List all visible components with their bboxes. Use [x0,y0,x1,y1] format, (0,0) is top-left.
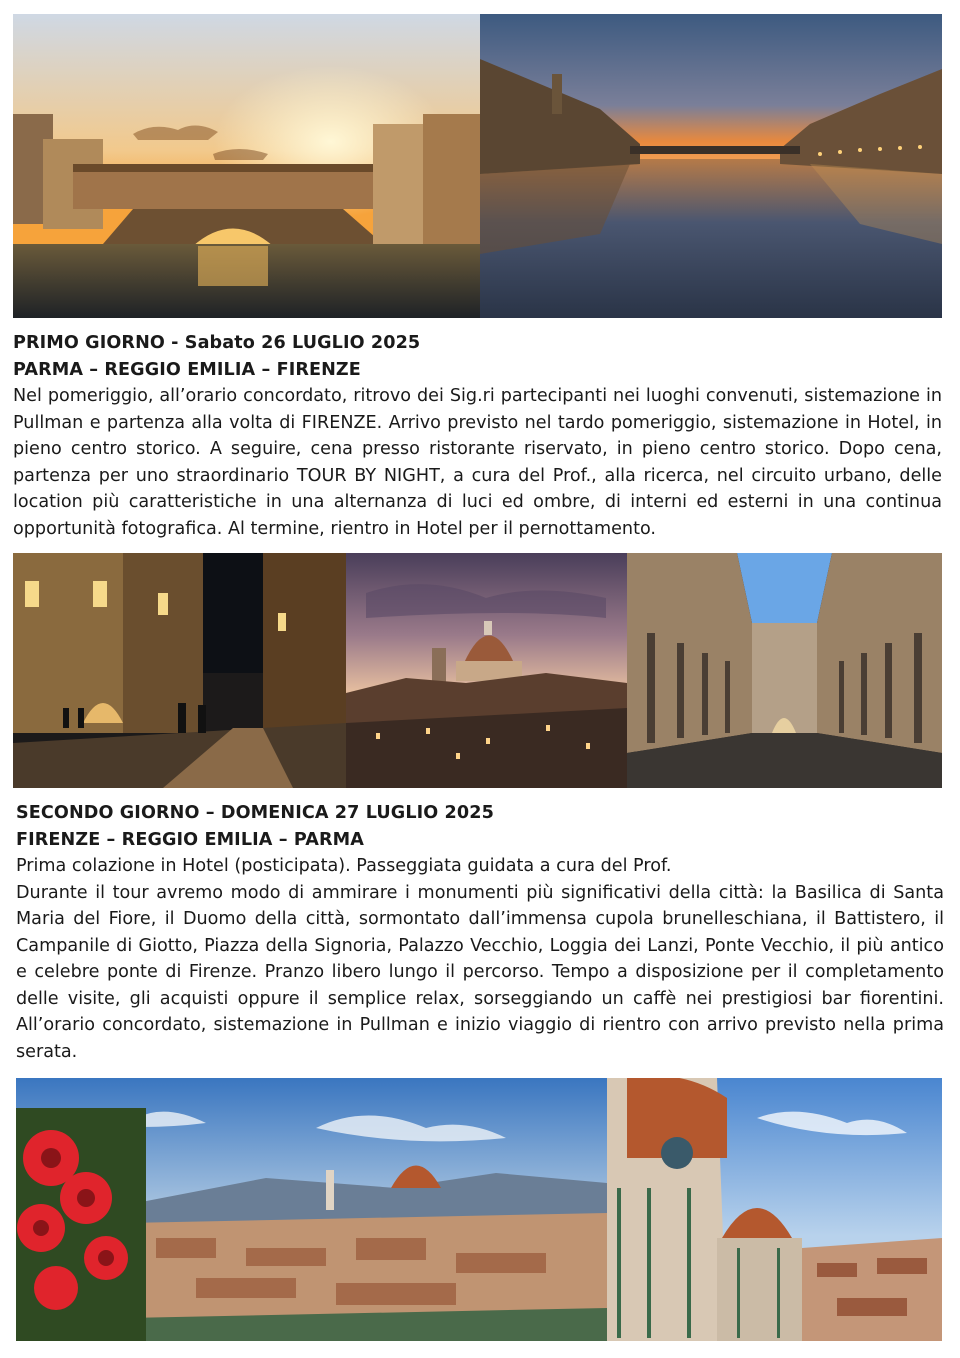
uffizi-courtyard-photo [627,553,942,788]
arno-river-dusk-photo [480,14,942,318]
day1-paragraph: Nel pomeriggio, all’orario concordato, ritrovo dei Sig.ri partecipanti nei luoghi convenuti, sistemazione in Pullman e partenza alla volta di FIRENZE. Arrivo previsto nel tardo pomeriggio, sistemazione in Hotel, in pieno centro storico. A seguire, cena presso ristorante riservato, in pieno centro storico. Dopo cena, partenza per uno straordinario TOUR BY NIGHT, a cura del Prof., alla ricerca, nel circuito urbano, delle location più caratteristiche in una alternanza di luci ed ombre, di interni ed esterni in una continua opportunità fotografica. Al termine, rientro in Hotel per il pernottamento. [13,386,942,539]
day2-paragraph: Durante il tour avremo modo di ammirare i monumenti più significativi della città: la Basilica di Santa Maria del Fiore, il Duomo della città, sormontato dall’immensa cupola brunelleschiana, il Battistero, il Campanile di Giotto, Piazza della Signoria, Palazzo Vecchio, Loggia dei Lanzi, Ponte Vecchio, il più antico e celebre ponte di Firenze. Pranzo libero lungo il percorso. Tempo a disposizione per il completamento delle visite, gli acquisti oppure il semplice relax, sorseggiando un caffè nei prestigiosi bar fiorentini. All’orario concordato, sistemazione in Pullman e inizio viaggio di rientro con arrivo previsto nella prima serata. [16,882,944,1062]
ponte-vecchio-sunset-photo [13,14,480,318]
day2-line1: Prima colazione in Hotel (posticipata). Passeggiata guidata a cura del Prof. [16,856,672,876]
day1-section [13,330,942,542]
florence-panorama-roses-photo [16,1078,607,1341]
day2-title: SECONDO GIORNO – DOMENICA 27 LUGLIO 2025 [16,803,494,823]
day1-title: PRIMO GIORNO - Sabato 26 LUGLIO 2025 [13,333,421,353]
day1-route: PARMA – REGGIO EMILIA – FIRENZE [13,359,361,380]
day2-section [16,800,944,1065]
santa-maria-del-fiore-photo [607,1078,942,1341]
day2-route: FIRENZE – REGGIO EMILIA – PARMA [16,829,364,850]
night-street-photo [13,553,346,788]
duomo-skyline-dusk-photo [346,553,627,788]
